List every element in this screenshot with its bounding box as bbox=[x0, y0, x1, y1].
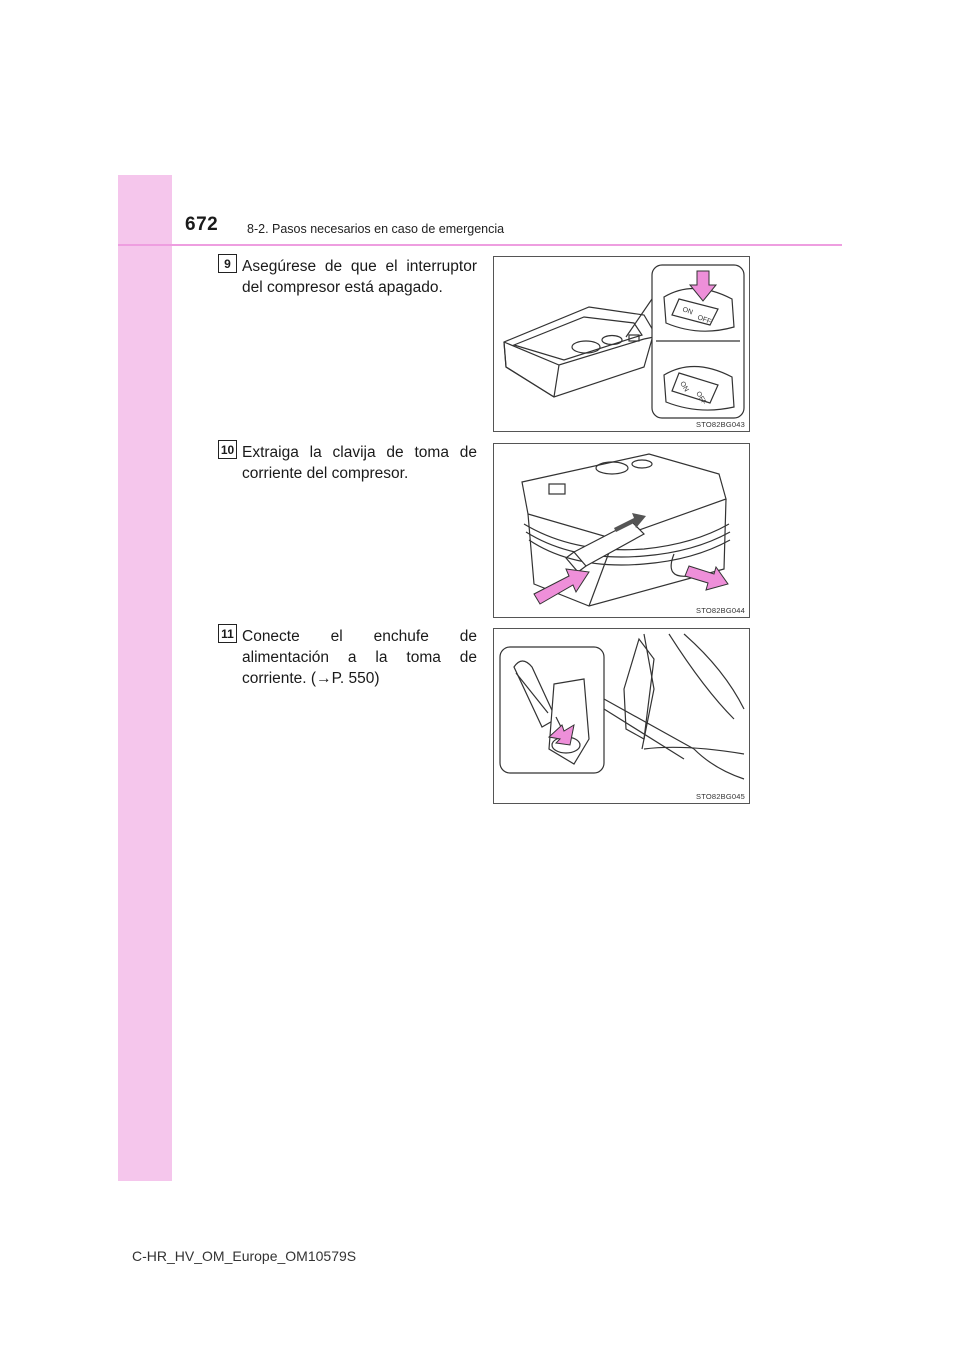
step-instruction-text: Conecte el enchufe de alimentación a la toma de corriente. (→P. 550) bbox=[242, 628, 477, 687]
figure-compressor-switch bbox=[493, 256, 750, 432]
document-code: C-HR_HV_OM_Europe_OM10579S bbox=[132, 1248, 357, 1264]
step-instruction-text: Asegúrese de que el interruptor del compresor está apagado. bbox=[242, 258, 477, 296]
figure-code: STO82BG045 bbox=[696, 792, 745, 801]
section-title: 8-2. Pasos necesarios en caso de emergencia bbox=[247, 222, 505, 236]
header-divider bbox=[118, 244, 842, 246]
switch-on-label: ON bbox=[678, 380, 690, 394]
figure-compressor-plug bbox=[493, 443, 750, 618]
switch-off-label: OFF bbox=[696, 314, 712, 326]
step-instruction-text: Extraiga la clavija de toma de corriente del compresor. bbox=[242, 444, 477, 482]
figure-code: STO82BG044 bbox=[696, 606, 745, 615]
figure-code: STO82BG043 bbox=[696, 420, 745, 429]
side-thumb-tab bbox=[118, 175, 172, 1181]
switch-on-label: ON bbox=[681, 306, 694, 317]
figure-power-outlet bbox=[493, 628, 750, 804]
step-number-badge: 10 bbox=[218, 440, 237, 459]
page-number: 672 bbox=[185, 214, 219, 235]
step-number-badge: 11 bbox=[218, 624, 237, 643]
switch-off-label: OFF bbox=[694, 390, 708, 407]
step-number-badge: 9 bbox=[218, 254, 237, 273]
